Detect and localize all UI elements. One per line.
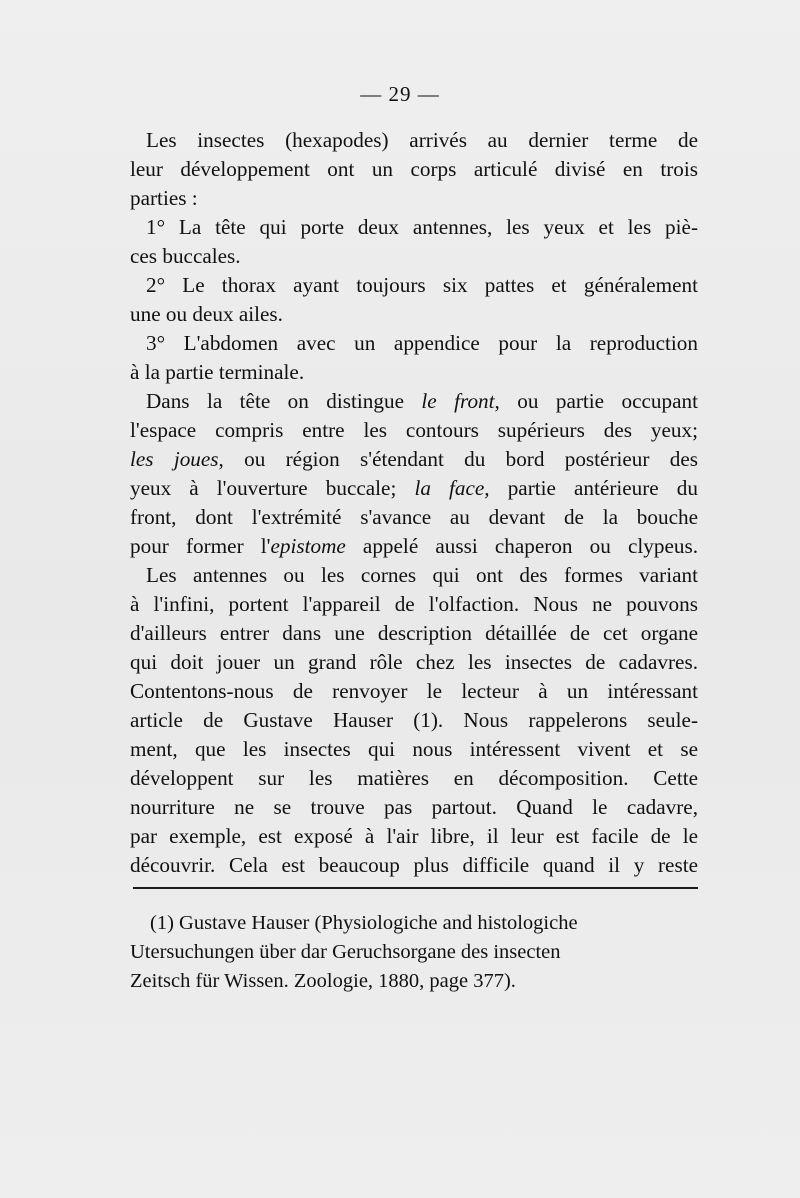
text-segment: à l'infini, portent l'appareil de l'olfaction. Nous ne pouvons bbox=[130, 592, 698, 616]
text-line bbox=[130, 242, 698, 271]
footnote-line: (1) Gustave Hauser (Physiologiche and histologiche bbox=[150, 912, 578, 934]
text-segment: l'espace compris entre les contours supérieurs des yeux; bbox=[130, 418, 698, 442]
text-segment: ces buccales. bbox=[130, 244, 241, 268]
footnote-line: Utersuchungen über dar Geruchsorgane des insecten bbox=[130, 941, 561, 963]
text-segment: , ou région s'étendant du bord postérieur des bbox=[218, 447, 698, 471]
text-line bbox=[130, 793, 698, 822]
footnote bbox=[130, 909, 698, 996]
text-line bbox=[130, 851, 698, 880]
page-number: — 29 — bbox=[360, 82, 440, 106]
text-line bbox=[130, 155, 698, 184]
italic-term: epistome bbox=[270, 534, 346, 558]
text-segment: découvrir. Cela est beaucoup plus difficile quand il y reste bbox=[130, 853, 698, 877]
italic-term: le front bbox=[421, 389, 495, 413]
text-segment: nourriture ne se trouve pas partout. Quand le cadavre, bbox=[130, 795, 698, 819]
text-line bbox=[130, 590, 698, 619]
text-line bbox=[130, 648, 698, 677]
text-line bbox=[130, 358, 698, 387]
text-segment: une ou deux ailes. bbox=[130, 302, 283, 326]
text-segment: Les insectes (hexapodes) arrivés au dernier terme de bbox=[146, 128, 698, 152]
text-segment: qui doit jouer un grand rôle chez les insectes de cadavres. bbox=[130, 650, 698, 674]
italic-term: les joues bbox=[130, 447, 219, 471]
text-line bbox=[130, 184, 698, 213]
text-segment: Les antennes ou les cornes qui ont des formes variant bbox=[146, 563, 698, 587]
text-segment: article de Gustave Hauser (1). Nous rappelerons seule- bbox=[130, 708, 698, 732]
text-line bbox=[130, 764, 698, 793]
text-segment: leur développement ont un corps articulé divisé en trois bbox=[130, 157, 698, 181]
text-segment: d'ailleurs entrer dans une description détaillée de cet organe bbox=[130, 621, 698, 645]
text-line bbox=[130, 416, 698, 445]
text-line bbox=[130, 126, 698, 155]
text-segment: partie antérieure du bbox=[489, 476, 698, 500]
footnote-divider bbox=[133, 887, 698, 889]
text-line bbox=[130, 822, 698, 851]
text-segment: , ou partie occupant bbox=[494, 389, 698, 413]
text-segment: 1° La tête qui porte deux antennes, les yeux et les piè- bbox=[146, 215, 698, 239]
text-segment: pour former l' bbox=[130, 534, 271, 558]
text-line bbox=[130, 300, 698, 329]
text-segment: ment, que les insectes qui nous intéressent vivent et se bbox=[130, 737, 698, 761]
text-segment: développent sur les matières en décomposition. Cette bbox=[130, 766, 698, 790]
text-line bbox=[130, 735, 698, 764]
text-line bbox=[130, 445, 698, 474]
text-line bbox=[130, 619, 698, 648]
italic-term: la face, bbox=[414, 476, 490, 500]
text-line bbox=[130, 213, 698, 242]
text-line bbox=[130, 474, 698, 503]
body-text bbox=[130, 126, 698, 880]
text-line bbox=[130, 503, 698, 532]
text-line bbox=[130, 329, 698, 358]
text-segment: 2° Le thorax ayant toujours six pattes et généralement bbox=[146, 273, 698, 297]
text-line bbox=[130, 271, 698, 300]
text-line bbox=[130, 677, 698, 706]
text-segment: Contentons-nous de renvoyer le lecteur à un intéressant bbox=[130, 679, 698, 703]
text-segment: parties : bbox=[130, 186, 198, 210]
text-segment: à la partie terminale. bbox=[130, 360, 305, 384]
text-segment: Dans la tête on distingue bbox=[146, 389, 422, 413]
footnote-line: Zeitsch für Wissen. Zoologie, 1880, page 377). bbox=[130, 970, 516, 992]
text-line bbox=[130, 387, 698, 416]
text-segment: front, dont l'extrémité s'avance au devant de la bouche bbox=[130, 505, 698, 529]
text-segment: par exemple, est exposé à l'air libre, il leur est facile de le bbox=[130, 824, 698, 848]
text-line bbox=[130, 561, 698, 590]
text-segment: appelé aussi chaperon ou clypeus. bbox=[345, 534, 698, 558]
text-line bbox=[130, 706, 698, 735]
text-segment: yeux à l'ouverture buccale; bbox=[130, 476, 415, 500]
text-line bbox=[130, 532, 698, 561]
text-segment: 3° L'abdomen avec un appendice pour la reproduction bbox=[146, 331, 698, 355]
